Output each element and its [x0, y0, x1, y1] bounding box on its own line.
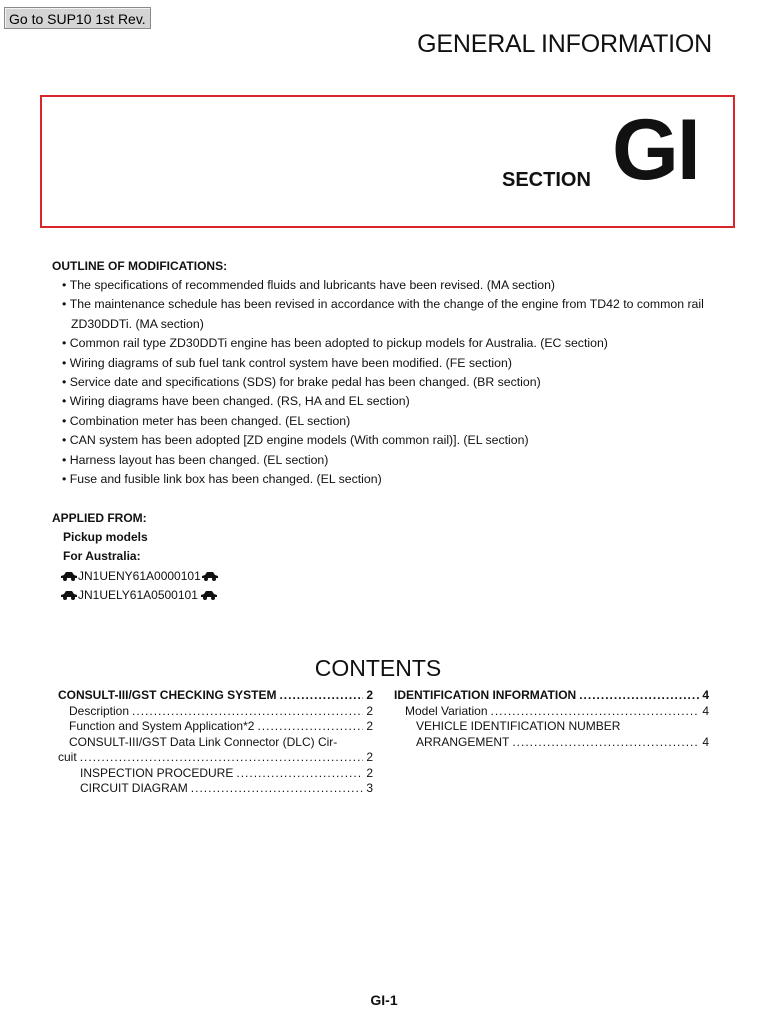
section-banner [40, 95, 735, 228]
applied-heading: APPLIED FROM: [52, 511, 147, 525]
toc-text: Model Variation [405, 703, 488, 718]
toc-link-model-variation[interactable] [394, 704, 709, 720]
toc-text: Function and System Application*2 [69, 719, 255, 733]
toc-text: CIRCUIT DIAGRAM [80, 781, 188, 795]
car-silhouette-icon [60, 589, 78, 601]
toc-text: VEHICLE IDENTIFICATION NUMBER [416, 719, 621, 733]
outline-item: • Combination meter has been changed. (EL section) [62, 412, 722, 431]
outline-item: • The specifications of recommended fluids and lubricants have been revised. (MA section) [62, 276, 722, 295]
toc-page: 3 [366, 781, 373, 795]
outline-item: • Wiring diagrams have been changed. (RS, HA and EL section) [62, 392, 722, 411]
toc-text: IDENTIFICATION INFORMATION [394, 688, 577, 702]
toc-page: 2 [366, 765, 373, 780]
toc-page: 2 [366, 688, 373, 702]
vin-number: JN1UENY61A0000101 [78, 569, 201, 583]
outline-item: • Harness layout has been changed. (EL section) [62, 451, 722, 470]
outline-item: • Fuse and fusible link box has been changed. (EL section) [62, 470, 722, 489]
outline-item: • Common rail type ZD30DDTi engine has been adopted to pickup models for Australia. (EC section) [62, 334, 722, 353]
toc-link-consult-checking-system[interactable] [58, 688, 373, 704]
toc-page: 4 [702, 688, 709, 702]
toc-column-right [394, 688, 709, 750]
toc-page: 2 [366, 719, 373, 733]
toc-link-function-application[interactable] [58, 719, 373, 735]
toc-text: INSPECTION PROCEDURE [80, 765, 234, 780]
outline-list [62, 276, 722, 489]
toc-text: ARRANGEMENT [416, 734, 510, 749]
toc-text: CONSULT-III/GST Data Link Connector (DLC) Cir- [69, 734, 338, 749]
section-label: SECTION [502, 169, 591, 191]
toc-link-circuit-diagram[interactable] [58, 781, 373, 797]
car-silhouette-icon [201, 570, 219, 582]
page-number: GI-1 [370, 992, 398, 1008]
toc-link-dlc-circuit[interactable] [58, 735, 373, 766]
toc-page: 2 [366, 703, 373, 718]
outline-item: • CAN system has been adopted [ZD engine models (With common rail)]. (EL section) [62, 431, 722, 450]
toc-page: 2 [366, 750, 373, 764]
car-silhouette-icon [200, 589, 218, 601]
toc-continuation [416, 735, 709, 751]
toc-text: Description [69, 703, 130, 718]
go-to-revision-button[interactable]: Go to SUP10 1st Rev. [4, 7, 151, 29]
toc-page: 4 [702, 734, 709, 749]
outline-item: • Service date and specifications (SDS) for brake pedal has been changed. (BR section) [62, 373, 722, 392]
section-code: GI [612, 102, 699, 198]
outline-item: • Wiring diagrams of sub fuel tank control system have been modified. (FE section) [62, 354, 722, 373]
applied-model: Pickup models [63, 530, 148, 544]
vin-number: JN1UELY61A0500101 [78, 588, 198, 602]
toc-text: CONSULT-III/GST CHECKING SYSTEM [58, 688, 277, 702]
toc-link-identification-information[interactable] [394, 688, 709, 704]
contents-title: CONTENTS [314, 655, 442, 681]
applied-market: For Australia: [63, 549, 141, 563]
toc-link-vin-arrangement[interactable] [394, 719, 709, 750]
toc-column-left [58, 688, 373, 797]
toc-page: 4 [702, 703, 709, 718]
vin-range-end [60, 588, 218, 602]
toc-text: cuit [58, 750, 77, 764]
outline-item: • The maintenance schedule has been revised in accordance with the change of the engine from TD42 to common rail ZD30DDTi. (MA section) [62, 295, 722, 334]
outline-heading: OUTLINE OF MODIFICATIONS: [52, 259, 228, 273]
vin-range-start [60, 569, 219, 583]
toc-continuation [58, 750, 373, 766]
toc-link-description[interactable] [58, 704, 373, 720]
car-silhouette-icon [60, 570, 78, 582]
page-title: GENERAL INFORMATION [417, 30, 712, 58]
toc-link-inspection-procedure[interactable] [58, 766, 373, 782]
